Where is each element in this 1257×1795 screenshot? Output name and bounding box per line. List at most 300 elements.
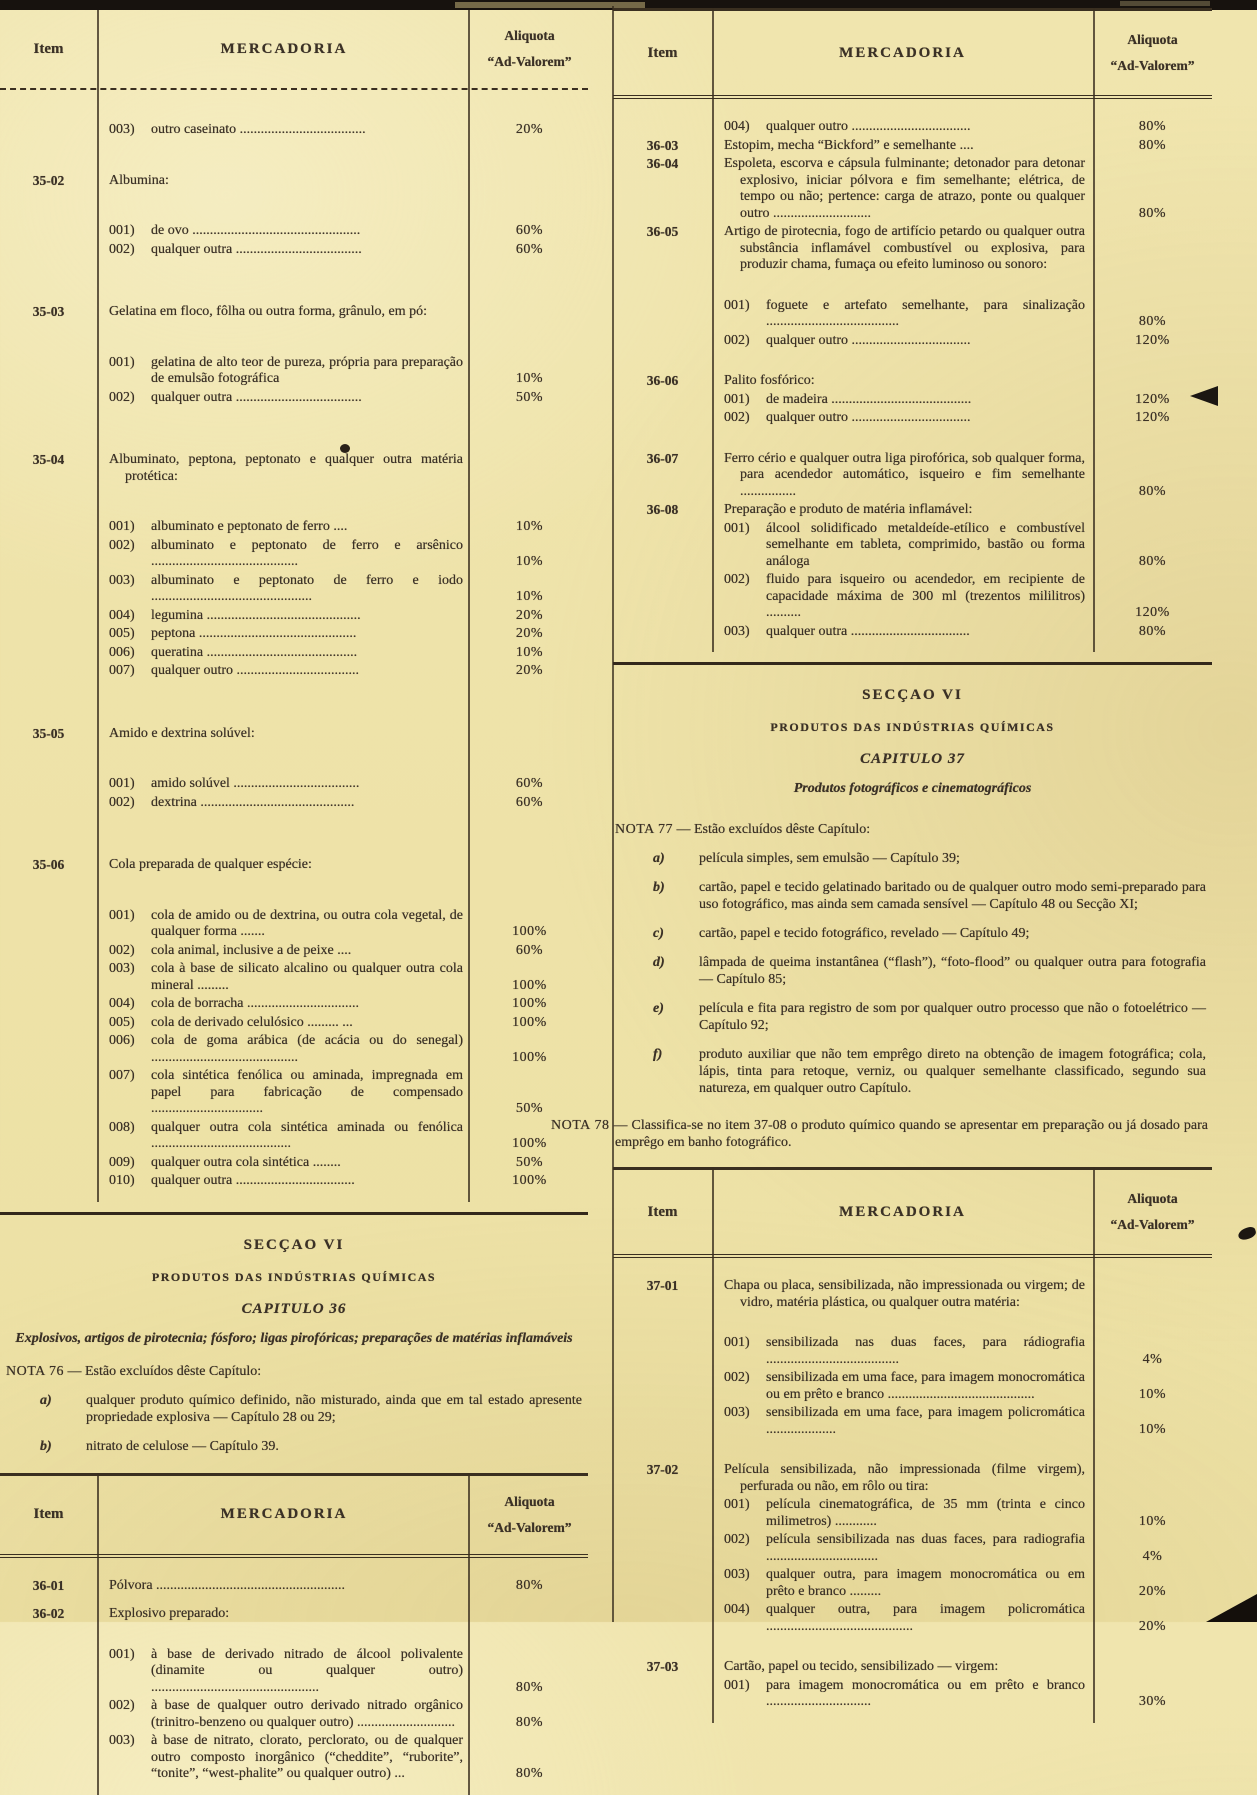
nota-item-text: nitrato de celulose — Capítulo 39. [86, 1438, 279, 1454]
rate-column-rule [1093, 8, 1095, 652]
rate-value: 100% [512, 1173, 547, 1188]
subitem-number: 002) [109, 241, 135, 257]
item-code: 36-03 [646, 137, 679, 153]
subitem-number: 004) [724, 119, 750, 134]
column-header-mercadoria: MERCADORIA [839, 1203, 966, 1220]
tariff-row [0, 776, 588, 793]
subitem-number: 002) [724, 1370, 750, 1385]
table-header [0, 1473, 588, 1558]
subitem-number: 003) [109, 122, 135, 137]
item-code [0, 223, 97, 240]
tariff-row [0, 795, 588, 812]
merchandise-text: cola de derivado celulósico ......... ... [151, 1014, 353, 1030]
tariff-row [0, 1068, 588, 1118]
tariff-row [0, 608, 588, 625]
merchandise-text: qualquer outra .................................... [151, 241, 362, 257]
tariff-row [0, 1033, 588, 1066]
item-code [613, 1335, 712, 1368]
item-code [0, 908, 97, 941]
tariff-row [613, 392, 1212, 409]
merchandise-text: Pólvora ...................................................... [109, 1577, 346, 1593]
nota-item-text: película e fita para registro de som por qualquer outro processo que não o fotoelétrico — Capítulo 92; [699, 1001, 1206, 1033]
merchandise-text: Chapa ou placa, sensibilizada, não impressionada ou virgem; de vidro, matéria plástica, ou qualquer outra matéria: [724, 1278, 1085, 1310]
rate-value: 10% [515, 644, 544, 660]
nota-76 [0, 1363, 588, 1380]
item-code [0, 1647, 97, 1697]
item-column-rule [712, 1167, 714, 1723]
tariff-row [613, 1567, 1212, 1600]
rate-value: 120% [1135, 391, 1170, 407]
item-code: 36-02 [32, 1606, 65, 1621]
rate-value: 50% [515, 1154, 544, 1170]
item-code [613, 119, 712, 136]
rate-value: 10% [515, 519, 544, 534]
aliquota-label: Aliquota [1127, 1191, 1178, 1207]
rate-value: 120% [1135, 332, 1170, 348]
item-code [0, 242, 97, 259]
ad-valorem-label: “Ad-Valorem” [487, 1519, 572, 1535]
tariff-row [613, 138, 1212, 155]
rate-value: 4% [1142, 1351, 1163, 1367]
item-code [0, 795, 97, 812]
item-code [0, 1155, 97, 1172]
merchandise-text: cola sintética fenólica ou aminada, impregnada em papel para fabricação de compensado ................................ [151, 1068, 463, 1116]
subitem-number: 001) [109, 907, 135, 923]
tariff-row [613, 333, 1212, 350]
tariff-row [613, 1370, 1212, 1403]
item-code [613, 521, 712, 571]
tariff-table-chapter-36-continued [613, 8, 1212, 652]
column-header-item: Item [33, 40, 64, 57]
item-column-rule [97, 10, 99, 1202]
merchandise-text: Ferro cério e qualquer outra liga pirofórica, sob qualquer forma, para acendedor automático, isqueiro e fim semelhante ................ [724, 450, 1085, 499]
subitem-number: 010) [109, 1173, 135, 1188]
rate-value: 60% [515, 794, 544, 810]
subitem-number: 006) [109, 1033, 135, 1048]
merchandise-text: cola de goma arábica (de acácia ou do senegal) .......................................... [151, 1033, 463, 1065]
table-header [613, 8, 1212, 99]
section-rule [0, 1212, 588, 1215]
rate-value: 20% [1138, 1618, 1167, 1634]
merchandise-text: Albumina: [109, 172, 169, 188]
item-code [0, 645, 97, 662]
subitem-number: 002) [109, 794, 135, 810]
nota-item [613, 850, 1212, 867]
section-subtitle: PRODUTOS DAS INDÚSTRIAS QUÍMICAS [151, 1269, 437, 1284]
tariff-row [0, 355, 588, 388]
subitem-number: 003) [109, 961, 135, 976]
merchandise-text: legumina ............................................ [151, 607, 361, 623]
merchandise-text: gelatina de alto teor de pureza, própria para preparação de emulsão fotográfica [151, 354, 463, 386]
subitem-number: 005) [109, 1014, 135, 1030]
subitem-number: 002) [724, 1532, 750, 1547]
rate-value: 60% [515, 942, 544, 958]
tariff-row [613, 1462, 1212, 1495]
aliquota-label: Aliquota [1127, 32, 1178, 48]
rate-value: 100% [512, 996, 547, 1011]
tariff-row [613, 521, 1212, 571]
tariff-row [613, 119, 1212, 136]
rate-value: 4% [1142, 1548, 1163, 1564]
merchandise-text: cola à base de silicato alcalino ou qualquer outra cola mineral ......... [151, 961, 463, 993]
rate-value: 20% [515, 607, 544, 623]
tariff-row [0, 1698, 588, 1731]
nota-text: — Estão excluídos dêste Capítulo: [67, 1363, 262, 1379]
tariff-row [613, 224, 1212, 274]
section-title: SECÇAO VI [243, 1236, 345, 1253]
rate-value: 10% [1138, 1386, 1167, 1402]
merchandise-text: sensibilizada em uma face, para imagem monocromática ou em prêto e branco .......................................... [766, 1370, 1085, 1402]
tariff-row [0, 538, 588, 571]
tariff-row [613, 502, 1212, 519]
merchandise-text: qualquer outra cola sintética ........ [151, 1154, 341, 1170]
nota-item-text: lâmpada de queima instantânea (“flash”), “foto-flood” ou qualquer outra para fotografia — Capítulo 85; [699, 955, 1206, 987]
merchandise-text: qualquer outra .................................. [766, 623, 970, 639]
nota-item-letter: b) [653, 880, 665, 895]
subitem-number: 002) [724, 410, 750, 425]
merchandise-text: qualquer outra cola sintética aminada ou fenólica ........................................ [151, 1119, 463, 1151]
nota-item-text: qualquer produto químico definido, não misturado, ainda que em tal estado apresente propriedade explosiva — Capítulo 28 ou 29; [86, 1392, 582, 1425]
merchandise-text: sensibilizada nas duas faces, para rádiografia ...................................... [766, 1335, 1085, 1367]
merchandise-text: fluido para isqueiro ou acendedor, em recipiente de capacidade máxima de 300 ml (trezentos mililitros) .......... [766, 572, 1085, 620]
item-code [0, 943, 97, 960]
subitem-number: 001) [724, 297, 750, 313]
nota-text: — Estão excluídos dêste Capítulo: [676, 822, 871, 837]
subitem-number: 001) [109, 1646, 135, 1662]
tariff-table-chapter-37 [613, 1167, 1212, 1723]
item-code [613, 1602, 712, 1635]
item-code: 35-05 [32, 725, 65, 741]
nota-item-text: cartão, papel e tecido gelatinado baritado ou de qualquer outro modo semi-preparado para uso fotográfico, mas ainda sem camada sensível — Capítulo 48 ou Secção XI; [699, 880, 1206, 912]
tariff-row [0, 122, 588, 139]
rate-value: 120% [1135, 410, 1170, 425]
tariff-row [0, 173, 588, 190]
subitem-number: 002) [724, 572, 750, 587]
subitem-number: 001) [724, 1335, 750, 1350]
item-code: 35-04 [32, 452, 65, 467]
rate-value: 50% [515, 389, 544, 405]
ad-valorem-label: “Ad-Valorem” [487, 54, 572, 69]
scan-strip-highlight [1120, 1, 1210, 6]
subitem-number: 003) [109, 572, 135, 588]
rate-value: 80% [1138, 137, 1167, 153]
merchandise-text: Albuminato, peptona, peptonato e qualquer outra matéria protética: [109, 452, 463, 484]
merchandise-text: albuminato e peptonato de ferro e arsênico .......................................... [151, 537, 463, 569]
item-column-rule [97, 1473, 99, 1795]
rate-value: 50% [515, 1101, 544, 1116]
item-code: 37-01 [646, 1278, 679, 1293]
rate-value: 120% [1135, 605, 1170, 620]
nota-item-letter: b) [40, 1438, 52, 1454]
merchandise-text: cola de borracha ................................ [151, 996, 359, 1011]
merchandise-text: Película sensibilizada, não impressionada (filme virgem), perfurada ou não, em rôlo ou tira: [724, 1462, 1085, 1494]
rate-value: 100% [512, 1136, 547, 1151]
tariff-table-chapter-35 [0, 10, 588, 1202]
merchandise-text: de madeira ........................................ [766, 391, 972, 407]
subitem-number: 004) [724, 1602, 750, 1617]
table-body [0, 90, 588, 1202]
section-subtitle: PRODUTOS DAS INDÚSTRIAS QUÍMICAS [770, 720, 1055, 734]
merchandise-text: peptona ............................................. [151, 626, 357, 641]
table-body [0, 1558, 588, 1795]
item-code [613, 392, 712, 409]
nota-item-letter: f) [653, 1047, 663, 1062]
tariff-row [0, 452, 588, 485]
item-code [613, 624, 712, 641]
merchandise-text: Palito fosfórico: [724, 373, 815, 388]
tariff-row [0, 857, 588, 874]
column-header-aliquota [1093, 27, 1212, 78]
rate-value: 10% [1138, 1421, 1167, 1437]
subitem-number: 002) [109, 1698, 135, 1713]
column-header-item: Item [647, 44, 678, 61]
subitem-number: 001) [109, 519, 135, 534]
rate-value: 80% [1138, 205, 1167, 221]
nota-item [613, 1000, 1212, 1034]
merchandise-text: Preparação e produto de matéria inflamável: [724, 502, 973, 517]
tariff-row [613, 624, 1212, 641]
rate-value: 80% [515, 1577, 544, 1593]
tariff-row [0, 1173, 588, 1190]
tariff-row [0, 726, 588, 743]
subitem-number: 005) [109, 626, 135, 641]
merchandise-text: película sensibilizada nas duas faces, para radiografia ................................ [766, 1532, 1085, 1564]
tariff-row [0, 519, 588, 536]
item-code [0, 390, 97, 407]
column-header-aliquota [1093, 1186, 1212, 1237]
ad-valorem-label: “Ad-Valorem” [1110, 58, 1195, 73]
tariff-row [0, 304, 588, 321]
tariff-row [0, 908, 588, 941]
item-code: 36-04 [646, 156, 679, 171]
item-code [0, 1015, 97, 1032]
rate-value: 80% [1138, 483, 1167, 499]
item-code [0, 122, 97, 139]
rate-value: 80% [515, 1766, 544, 1781]
nota-item [0, 1392, 588, 1426]
subitem-number: 004) [109, 996, 135, 1011]
aliquota-label: Aliquota [504, 1493, 555, 1509]
tariff-row [0, 1733, 588, 1783]
subitem-number: 001) [109, 223, 135, 238]
item-code: 36-01 [32, 1577, 65, 1593]
item-code [613, 1405, 712, 1438]
tariff-row [613, 156, 1212, 222]
subitem-number: 002) [724, 332, 750, 348]
item-code [0, 1120, 97, 1153]
item-code: 36-08 [646, 502, 679, 517]
item-code [0, 608, 97, 625]
item-code [613, 1532, 712, 1565]
merchandise-text: Cartão, papel ou tecido, sensibilizado — virgem: [724, 1659, 999, 1674]
table-body [613, 1258, 1212, 1723]
nota-item [613, 954, 1212, 988]
item-code [0, 663, 97, 680]
chapter-title: CAPITULO 37 [860, 751, 965, 767]
item-code: 35-02 [32, 172, 65, 188]
column-header-mercadoria: MERCADORIA [839, 44, 966, 61]
merchandise-text: qualquer outra, para imagem policromática .......................................... [766, 1602, 1085, 1634]
tariff-table-chapter-36 [0, 1473, 588, 1795]
item-code: 35-06 [32, 857, 65, 872]
rate-value: 10% [515, 589, 544, 604]
nota-item-letter: a) [653, 851, 665, 866]
rate-value: 20% [515, 122, 544, 137]
tariff-row [0, 242, 588, 259]
section-rule [613, 662, 1212, 665]
nota-item-letter: d) [653, 955, 665, 970]
item-code [0, 776, 97, 793]
tariff-row [0, 1015, 588, 1032]
tariff-row [613, 1678, 1212, 1711]
nota-item [613, 925, 1212, 942]
rate-value: 10% [1138, 1513, 1167, 1529]
column-header-mercadoria: MERCADORIA [220, 1506, 348, 1522]
tariff-row [613, 1659, 1212, 1676]
item-code [0, 573, 97, 606]
tariff-row [613, 1602, 1212, 1635]
section-heading-chapter-37 [551, 687, 1212, 1151]
nota-item-text: produto auxiliar que não tem emprêgo direto na obtenção de imagem fotográfica; cola, lápis, tinta para retoque, verniz, ou qualquer semelhante classificado, segundo sua natureza, em qualquer outro Capítulo. [699, 1047, 1206, 1096]
rate-value: 20% [515, 663, 544, 678]
rate-value: 20% [515, 626, 544, 641]
merchandise-text: à base de nitrato, clorato, perclorato, ou de qualquer outro composto inorgânico (“cheddite”, “ruborite”, “tonite”, “west-phalite” ou qualquer outro) ... [151, 1733, 463, 1781]
item-code [0, 1033, 97, 1066]
subitem-number: 002) [109, 537, 135, 553]
item-column-rule [712, 8, 714, 652]
column-header-aliquota [471, 23, 588, 74]
merchandise-text: película cinematográfica, de 35 mm (trinta e cinco milimetros) ............ [766, 1497, 1085, 1529]
subitem-number: 003) [724, 1567, 750, 1582]
item-code: 37-02 [646, 1462, 679, 1477]
rate-value: 100% [512, 977, 547, 993]
nota-item-text: película simples, sem emulsão — Capítulo 39; [699, 851, 960, 866]
subitem-number: 002) [109, 942, 135, 958]
merchandise-text: à base de qualquer outro derivado nitrado orgânico (trinitro-benzeno ou qualquer outro) ............................ [151, 1698, 463, 1730]
rate-value: 10% [515, 371, 544, 386]
item-code [613, 298, 712, 331]
nota-78 [551, 1117, 1212, 1151]
column-header-item: Item [33, 1506, 64, 1522]
aliquota-label: Aliquota [504, 28, 555, 44]
tariff-row [0, 645, 588, 662]
merchandise-text: à base de derivado nitrado de álcool polivalente (dinamite ou qualquer outro) ................................................ [151, 1646, 463, 1695]
item-code: 36-07 [646, 450, 679, 466]
rate-value: 80% [515, 1679, 544, 1695]
item-code [0, 626, 97, 643]
merchandise-text: qualquer outro .................................. [766, 119, 971, 134]
merchandise-text: Explosivo preparado: [109, 1606, 230, 1621]
table-header [613, 1167, 1212, 1258]
rate-column-rule [468, 10, 470, 1202]
merchandise-text: albuminato e peptonato de ferro e iodo .............................................. [151, 572, 463, 604]
item-code [0, 519, 97, 536]
tariff-row [0, 626, 588, 643]
subitem-number: 007) [109, 1068, 135, 1083]
tariff-row [0, 996, 588, 1013]
rate-value: 80% [1138, 623, 1167, 639]
rate-value: 80% [1138, 119, 1167, 134]
item-code [613, 1497, 712, 1530]
tariff-row [0, 1155, 588, 1172]
tariff-row [613, 1405, 1212, 1438]
tariff-row [0, 1578, 588, 1595]
tariff-row [0, 573, 588, 606]
tariff-row [0, 663, 588, 680]
merchandise-text: Espoleta, escorva e cápsula fulminante; detonador para detonar explosivo, iniciar pólvora e fim semelhante; elétrica, de tempo ou não; pertence: carga de atrazo, ponte ou qualquer outro ............................ [724, 156, 1085, 221]
merchandise-text: álcool solidificado metaldeíde-etílico e combustível semelhante em tableta, comprimido, bastão ou forma análoga [766, 520, 1085, 569]
item-code [0, 355, 97, 388]
chapter-description: Produtos fotográficos e cinematográficos [793, 781, 1032, 796]
merchandise-text: dextrina ............................................ [151, 794, 355, 810]
rate-value: 100% [512, 1014, 547, 1030]
merchandise-text: qualquer outro ................................... [151, 663, 360, 678]
tariff-row [0, 390, 588, 407]
item-code [0, 996, 97, 1013]
merchandise-text: qualquer outra, para imagem monocromática ou em prêto e branco ......... [766, 1567, 1085, 1599]
merchandise-text: Cola preparada de qualquer espécie: [109, 857, 312, 872]
item-code [0, 961, 97, 994]
tariff-row [613, 1497, 1212, 1530]
chapter-title: CAPITULO 36 [241, 1300, 347, 1317]
nota-item [613, 1046, 1212, 1097]
tariff-row [613, 1278, 1212, 1311]
right-column [551, 8, 1212, 1723]
item-code [613, 410, 712, 427]
subitem-number: 009) [109, 1154, 135, 1170]
merchandise-text: sensibilizada em uma face, para imagem policromática .................... [766, 1405, 1085, 1437]
tariff-row [0, 1606, 588, 1623]
item-code [0, 1068, 97, 1118]
merchandise-text: foguete e artefato semelhante, para sinalização ...................................... [766, 297, 1085, 329]
rate-value: 20% [1138, 1583, 1167, 1599]
merchandise-text: qualquer outra .................................... [151, 389, 362, 405]
subitem-number: 001) [109, 354, 135, 370]
tariff-row [613, 298, 1212, 331]
rate-value: 100% [512, 1049, 547, 1065]
merchandise-text: outro caseinato .................................... [151, 122, 366, 137]
item-code [613, 1678, 712, 1711]
merchandise-text: Amido e dextrina solúvel: [109, 725, 255, 741]
tariff-row [0, 961, 588, 994]
tariff-row [613, 572, 1212, 622]
merchandise-text: cola animal, inclusive a de peixe .... [151, 942, 352, 958]
item-code [0, 1698, 97, 1731]
merchandise-text: cola de amido ou de dextrina, ou outra cola vegetal, de qualquer forma ....... [151, 907, 463, 939]
tariff-row [0, 1647, 588, 1697]
column-header-mercadoria: MERCADORIA [220, 40, 348, 57]
nota-item-letter: c) [653, 926, 664, 941]
subitem-number: 001) [109, 776, 135, 791]
rate-value: 100% [512, 924, 547, 939]
nota-item-letter: e) [653, 1001, 664, 1016]
nota-item-letter: a) [40, 1392, 52, 1408]
section-title: SECÇAO VI [862, 687, 963, 703]
tariff-row [613, 373, 1212, 390]
rate-value: 60% [515, 776, 544, 791]
subitem-number: 002) [109, 389, 135, 405]
tariff-row [613, 1335, 1212, 1368]
table-header [0, 10, 588, 90]
nota-item [613, 879, 1212, 913]
subitem-number: 001) [724, 1677, 750, 1693]
item-code [0, 1733, 97, 1783]
nota-item [0, 1438, 588, 1455]
merchandise-text: qualquer outra .................................. [151, 1173, 355, 1188]
rate-value: 60% [515, 223, 544, 238]
rate-value: 80% [1138, 314, 1167, 329]
rate-value: 80% [515, 1714, 544, 1730]
